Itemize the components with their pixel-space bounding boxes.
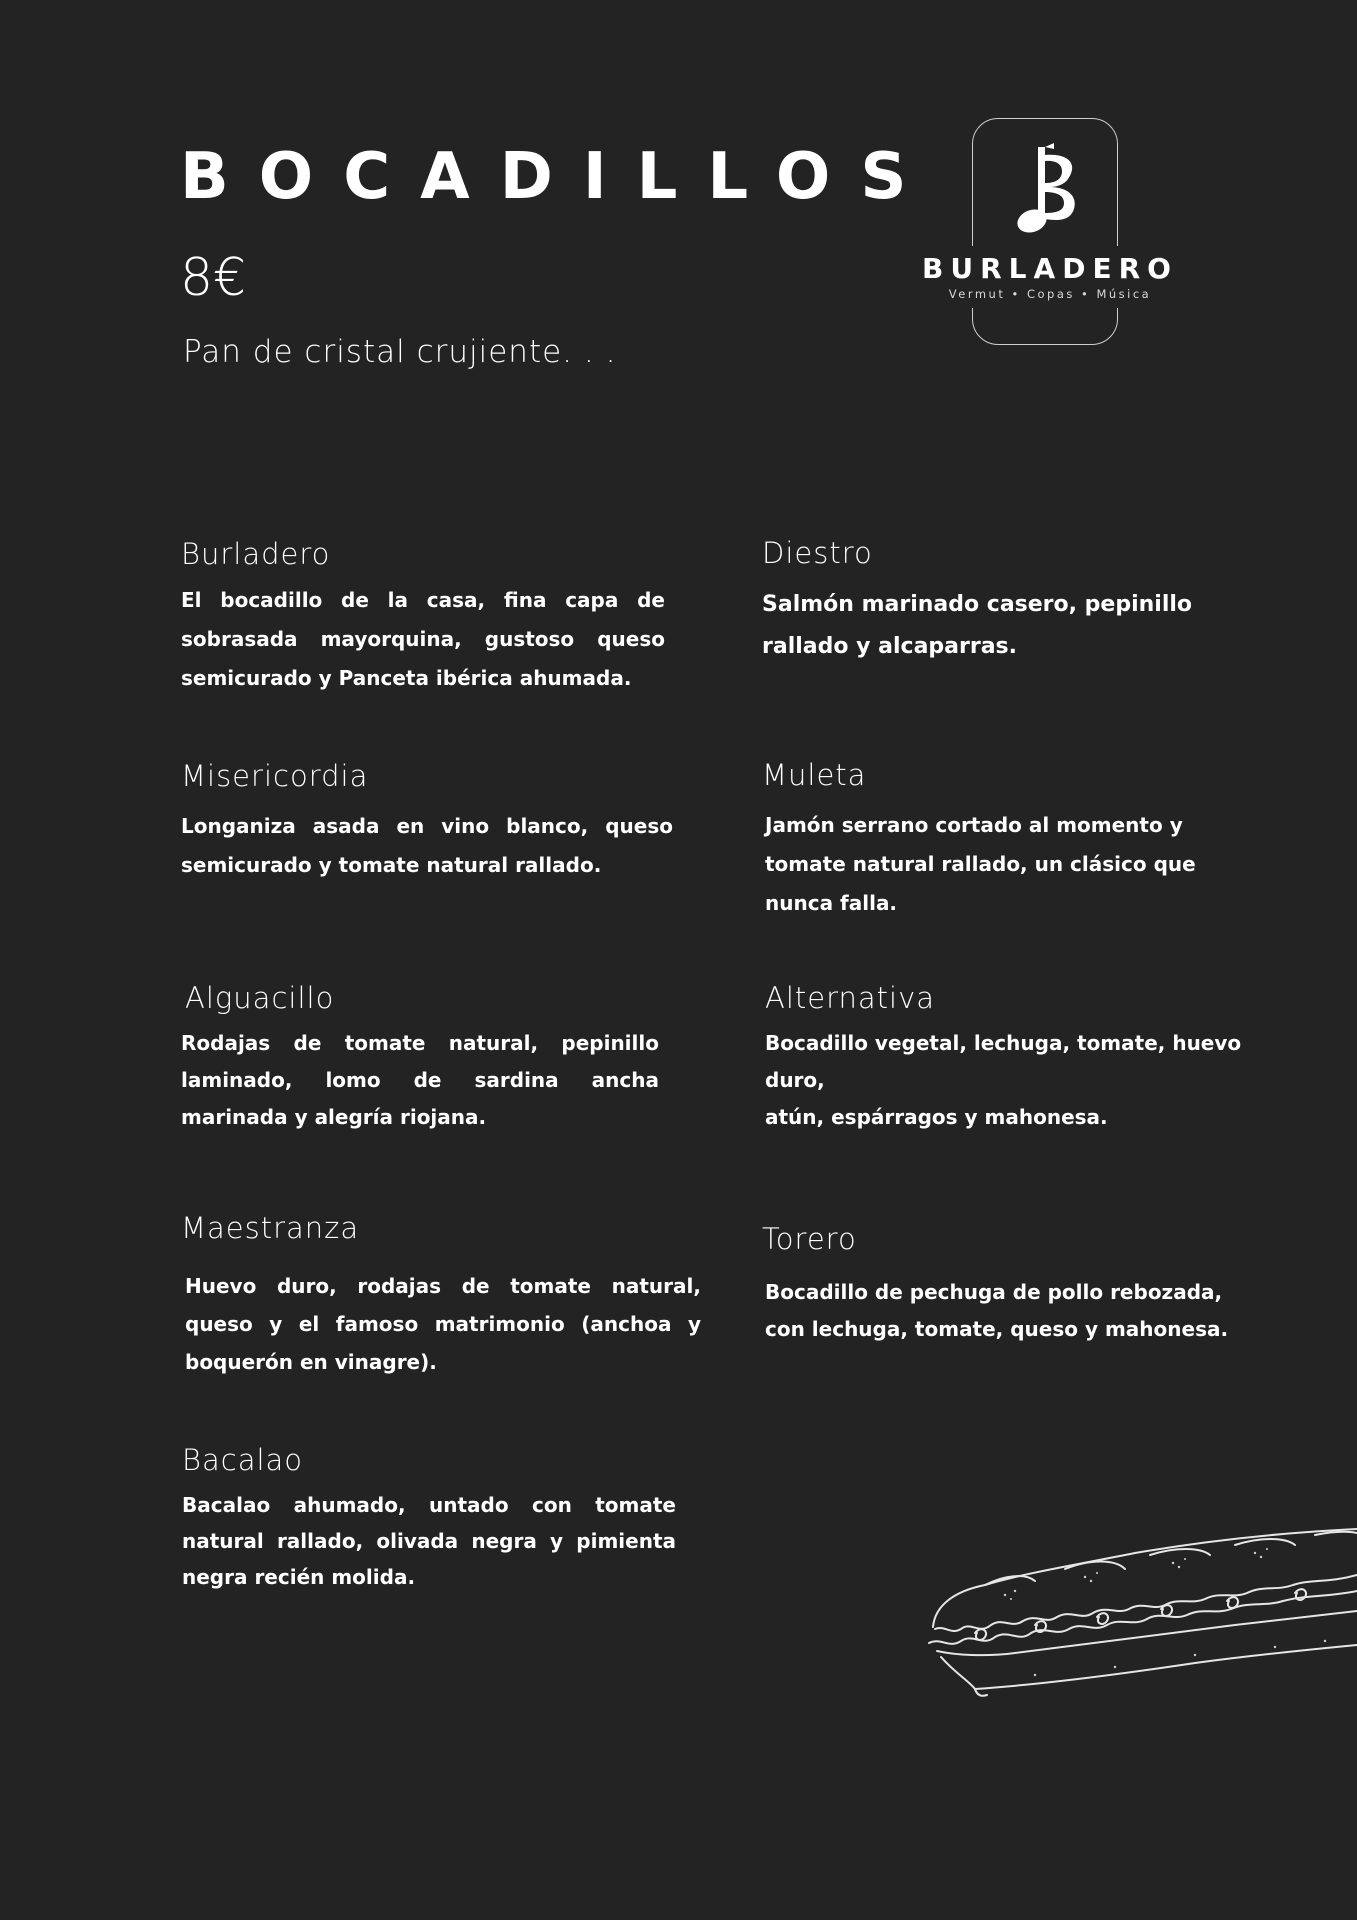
price: 8€ bbox=[180, 248, 247, 308]
item-name: Torero bbox=[762, 1222, 857, 1256]
item-name: Diestro bbox=[762, 536, 873, 570]
menu-item bbox=[762, 536, 1222, 668]
item-description: Bocadillo de pechuga de pollo rebozada, con lechuga, tomate, queso y mahonesa. bbox=[765, 1280, 1229, 1341]
item-name: Alguacillo bbox=[185, 981, 335, 1015]
item-description: Bacalao ahumado, untado con tomate natural rallado, olivada negra y pimienta negra recién molida. bbox=[182, 1493, 676, 1589]
sandwich-illustration-icon bbox=[915, 1525, 1357, 1725]
item-description: Salmón marinado casero, pepinillo rallado y alcaparras. bbox=[762, 592, 1193, 659]
menu-item bbox=[181, 1211, 701, 1381]
menu-item bbox=[765, 981, 1245, 1136]
item-description: El bocadillo de la casa, fina capa de sobrasada mayorquina, gustoso queso semicurado y Panceta ibérica ahumada. bbox=[181, 588, 665, 690]
subtitle: Pan de cristal crujiente. . . bbox=[183, 334, 617, 370]
item-description-continued: atún, espárragos y mahonesa. bbox=[765, 1105, 1108, 1129]
menu-item bbox=[182, 1443, 676, 1595]
menu-item bbox=[181, 981, 659, 1136]
item-description: Huevo duro, rodajas de tomate natural, queso y el famoso matrimonio (anchoa y boquerón en vinagre). bbox=[185, 1274, 701, 1374]
item-name: Misericordia bbox=[181, 759, 369, 793]
item-description: Jamón serrano cortado al momento y tomate natural rallado, un clásico que nunca falla. bbox=[765, 813, 1196, 915]
item-description: Rodajas de tomate natural, pepinillo laminado, lomo de sardina ancha marinada y alegría riojana. bbox=[181, 1031, 659, 1129]
item-description: Longaniza asada en vino blanco, queso semicurado y tomate natural rallado. bbox=[181, 814, 673, 877]
menu-item bbox=[762, 758, 1232, 923]
menu-item bbox=[181, 537, 665, 698]
page-title: BOCADILLOS bbox=[180, 140, 937, 214]
item-name: Alternativa bbox=[765, 981, 936, 1015]
menu-item bbox=[181, 759, 673, 885]
item-name: Muleta bbox=[762, 758, 867, 792]
logo-name: BURLADERO bbox=[922, 252, 1178, 285]
logo-tagline: Vermut • Copas • Música bbox=[948, 287, 1152, 301]
menu-item bbox=[762, 1222, 1262, 1348]
item-name: Burladero bbox=[181, 537, 331, 571]
item-description: Bocadillo vegetal, lechuga, tomate, huevo duro, bbox=[765, 1031, 1242, 1092]
music-note-b-icon bbox=[1008, 143, 1090, 243]
item-name: Maestranza bbox=[181, 1211, 360, 1245]
item-name: Bacalao bbox=[182, 1443, 304, 1477]
